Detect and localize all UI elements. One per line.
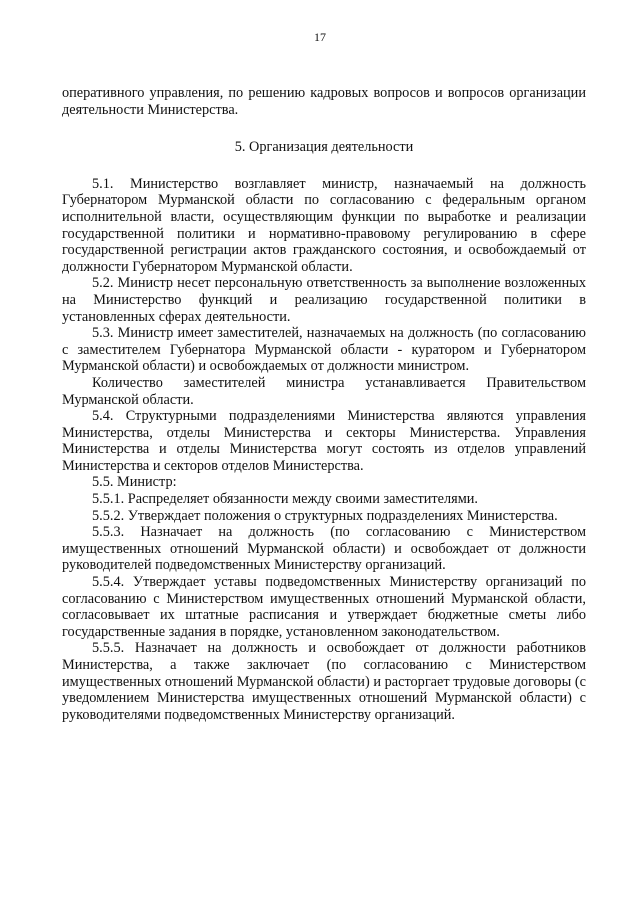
paragraph-5-5-5: 5.5.5. Назначает на должность и освобождает от должности работников Министерства, а также заключает (по согласованию с Министерством имущественных отношений Мурманской области) и расторгает трудовые договоры (с уведомлением Министерства имущественных отношений Мурманской области) с руководителями подведомственных Министерству организаций. <box>62 640 586 723</box>
paragraph-5-5-1: 5.5.1. Распределяет обязанности между своими заместителями. <box>92 491 479 508</box>
section-heading: 5. Организация деятельности <box>234 139 414 156</box>
paragraph-5-5: 5.5. Министр: <box>92 474 177 491</box>
paragraph-deputies-count: Количество заместителей министра устанавливается Правительством Мурманской области. <box>62 374 586 408</box>
page-number: 17 <box>314 30 326 44</box>
paragraph-5-1: 5.1. Министерство возглавляет министр, назначаемый на должность Губернатором Мурманской области по согласованию с федеральным органом исполнительной власти, осуществляющим функции по выработке и реализации государственной политики и нормативно-правовому регулированию в сфере государственной регистрации актов гражданского состояния, и освобождаемый от должности Губернатором Мурманской области. <box>62 175 586 275</box>
document-body <box>62 85 586 723</box>
paragraph-continuation: оперативного управления, по решению кадровых вопросов и вопросов организации деятельности Министерства. <box>62 85 586 118</box>
paragraph-5-3: 5.3. Министр имеет заместителей, назначаемых на должность (по согласованию с заместителем Губернатора Мурманской области - куратором и Губернатором Мурманской области) и освобождаемых от должности министром. <box>62 325 586 375</box>
paragraph-5-5-2: 5.5.2. Утверждает положения о структурных подразделениях Министерства. <box>92 507 558 524</box>
paragraph-5-4: 5.4. Структурными подразделениями Министерства являются управления Министерства, отделы Министерства и секторы Министерства. Управления Министерства и отделы Министерства могут состоять из отделов управлений Министерства и секторов отделов Министерства. <box>62 408 586 474</box>
paragraph-5-2: 5.2. Министр несет персональную ответственность за выполнение возложенных на Министерство функций и реализацию государственной политики в установленных сферах деятельности. <box>62 275 586 325</box>
paragraph-5-5-3: 5.5.3. Назначает на должность (по согласованию с Министерством имущественных отношений Мурманской области) и освобождает от должности руководителей подведомственных Министерству организаций. <box>62 524 586 574</box>
paragraph-5-5-4: 5.5.4. Утверждает уставы подведомственных Министерству организаций по согласованию с Министерством имущественных отношений Мурманской области, согласовывает их штатные расписания и утверждает бюджетные сметы либо государственные задания в порядке, установленном законодательством. <box>62 574 586 640</box>
